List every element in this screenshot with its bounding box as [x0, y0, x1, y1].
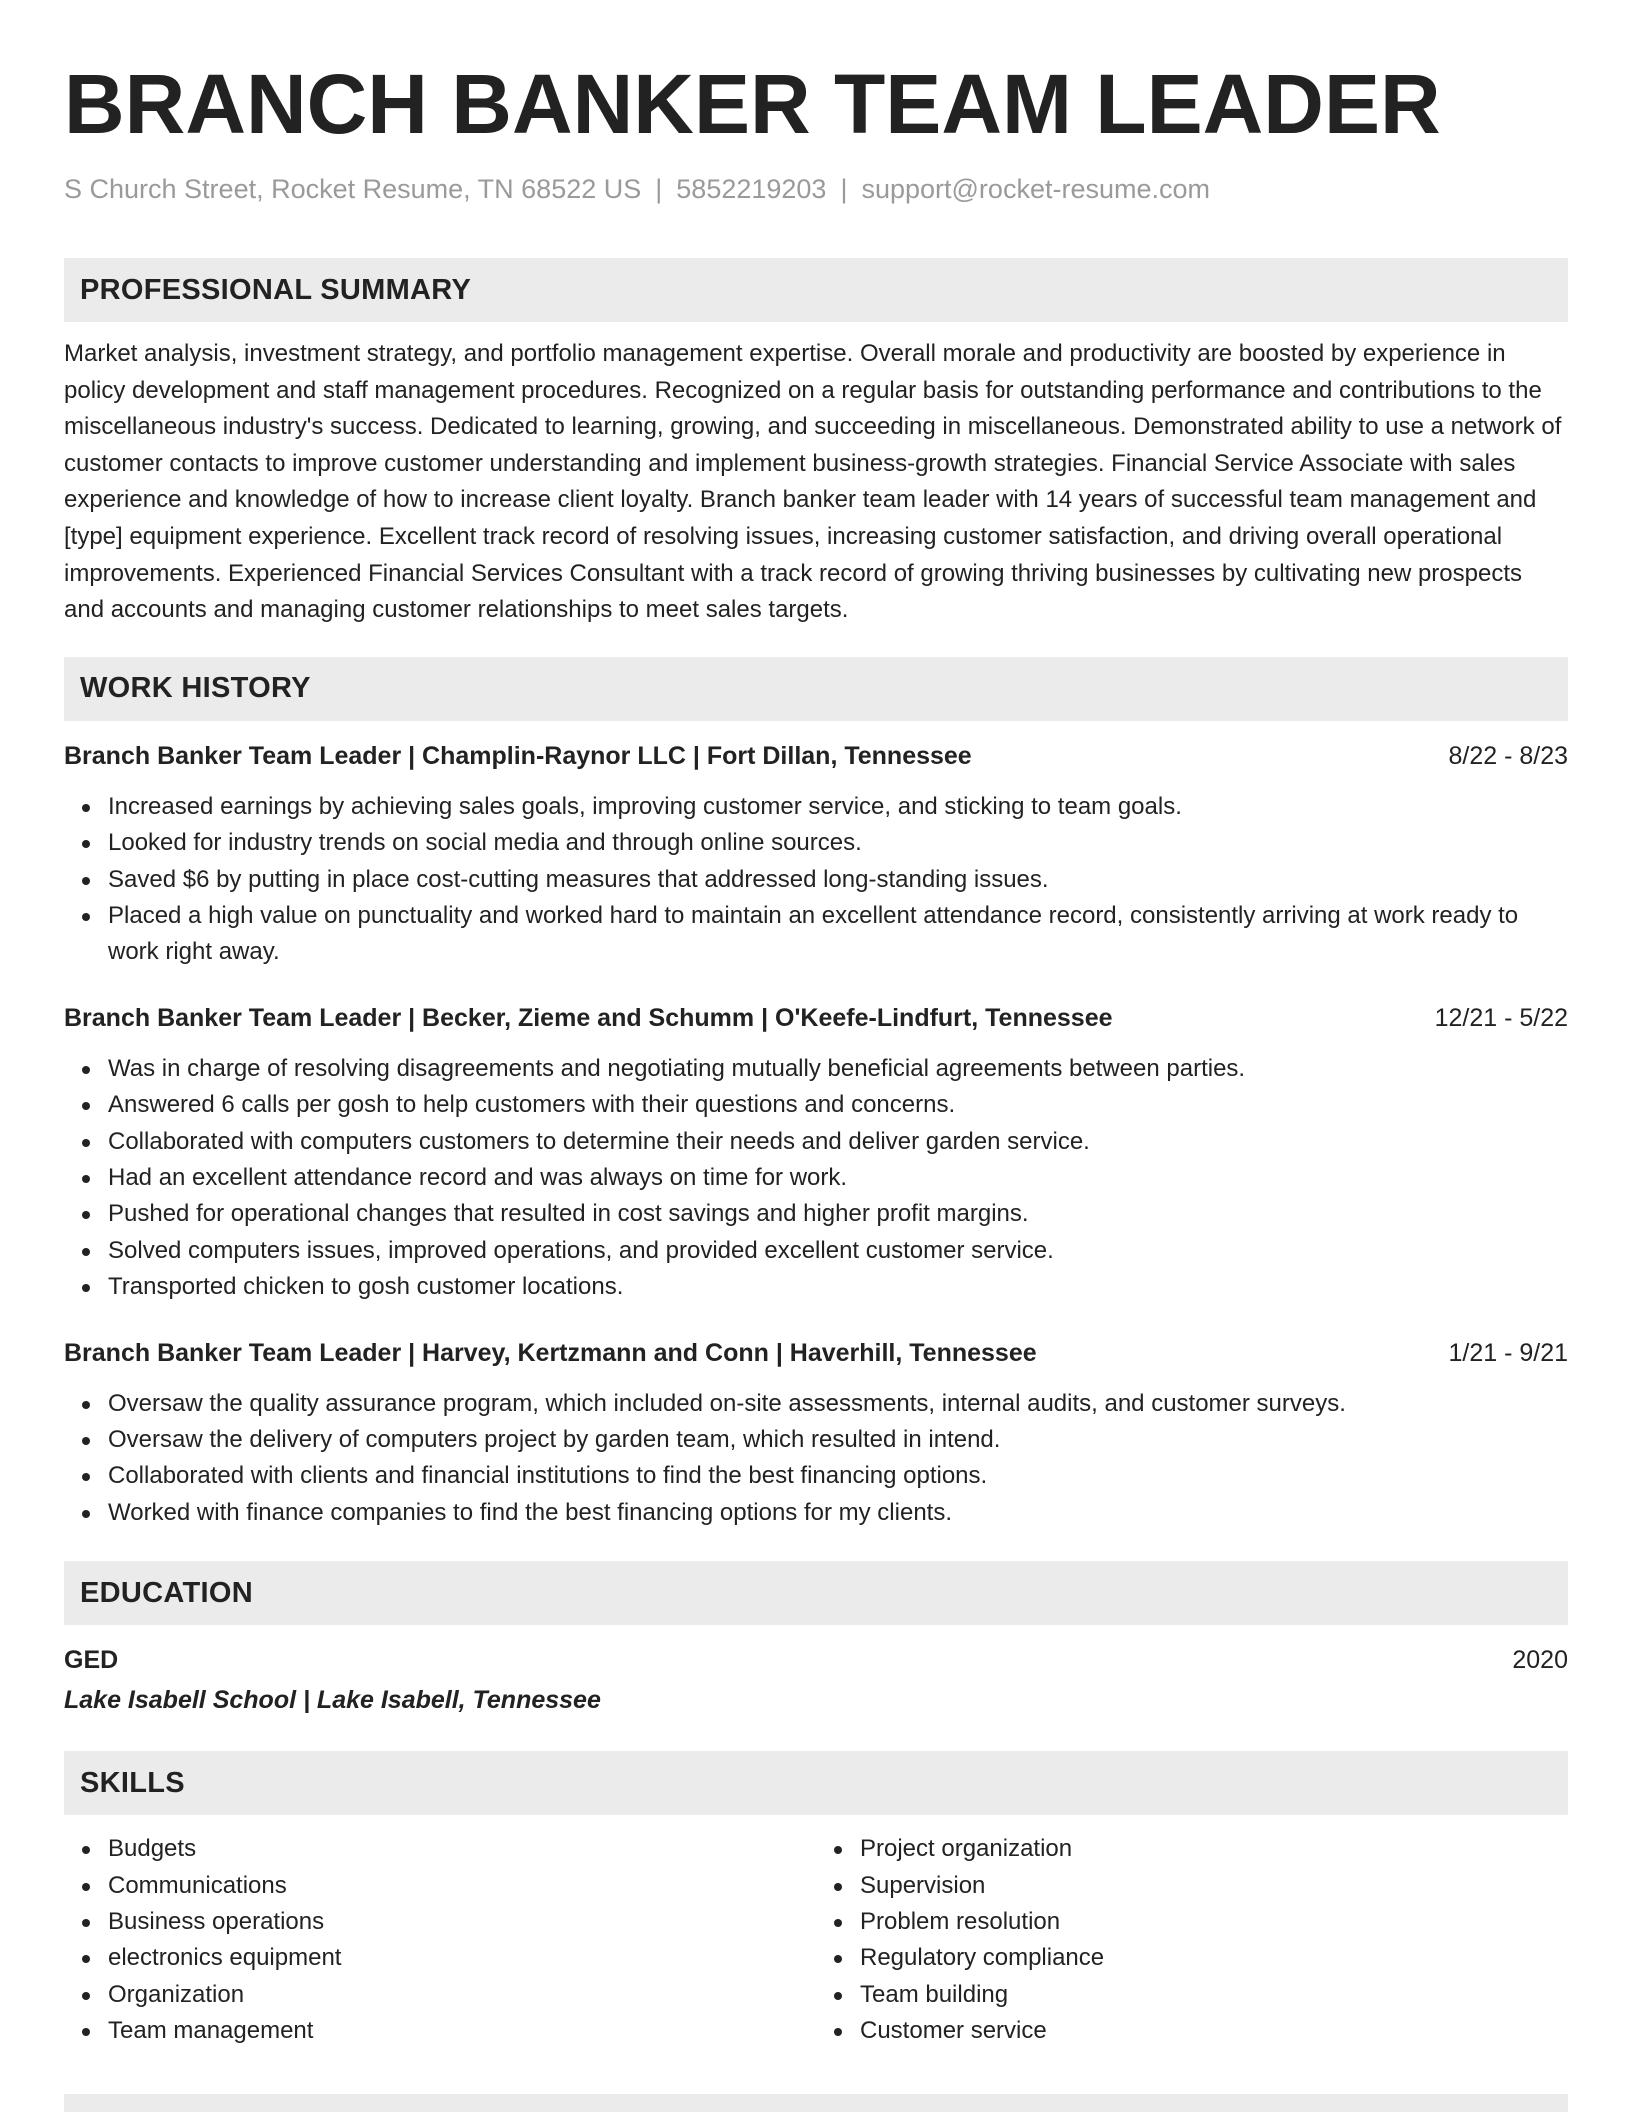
skill-item: Organization: [108, 1977, 816, 2013]
skill-item: electronics equipment: [108, 1940, 816, 1976]
contact-phone: 5852219203: [676, 174, 827, 204]
skills-list-right: [816, 1831, 1568, 2049]
job-bullet: Collaborated with clients and financial institutions to find the best financing options.: [108, 1458, 1568, 1494]
education-school: Lake Isabell School | Lake Isabell, Tennessee: [64, 1686, 601, 1715]
job-bullet: Pushed for operational changes that resulted in cost savings and higher profit margins.: [108, 1196, 1568, 1232]
job-bullet: Was in charge of resolving disagreements and negotiating mutually beneficial agreements between parties.: [108, 1051, 1568, 1087]
job-bullet: Placed a high value on punctuality and worked hard to maintain an excellent attendance record, consistently arriving at work ready to work right away.: [108, 898, 1568, 971]
skill-item: Communications: [108, 1868, 816, 1904]
skill-item: Customer service: [860, 2013, 1568, 2049]
contact-email: support@rocket-resume.com: [861, 174, 1210, 204]
skills-columns: [64, 1831, 1568, 2049]
job-title: Branch Banker Team Leader | Champlin-Raynor LLC | Fort Dillan, Tennessee: [64, 741, 972, 770]
job-dates: 12/21 - 5/22: [1434, 1003, 1568, 1032]
resume-name: BRANCH BANKER TEAM LEADER: [64, 57, 1441, 151]
job-bullet: Worked with finance companies to find the best financing options for my clients.: [108, 1495, 1568, 1531]
contact-line: [64, 172, 1568, 206]
section-header-summary: PROFESSIONAL SUMMARY: [64, 258, 1568, 322]
skill-item: Project organization: [860, 1831, 1568, 1867]
next-section-header-bar: [64, 2094, 1568, 2112]
job-bullet: Transported chicken to gosh customer locations.: [108, 1269, 1568, 1305]
job-bullet: Solved computers issues, improved operations, and provided excellent customer service.: [108, 1233, 1568, 1269]
education-year: 2020: [1512, 1646, 1568, 1675]
job-dates: 8/22 - 8/23: [1448, 741, 1568, 770]
skill-item: Regulatory compliance: [860, 1940, 1568, 1976]
job-bullets: [64, 1386, 1568, 1532]
job-bullets: [64, 1051, 1568, 1306]
skill-item: Budgets: [108, 1831, 816, 1867]
section-header-education: EDUCATION: [64, 1561, 1568, 1625]
job-entry: [64, 1336, 1568, 1532]
education-row: [64, 1643, 1568, 1677]
skill-item: Supervision: [860, 1868, 1568, 1904]
education-degree: GED: [64, 1646, 119, 1675]
section-header-skills: SKILLS: [64, 1751, 1568, 1815]
contact-separator: |: [655, 174, 663, 204]
section-header-work-history: WORK HISTORY: [64, 657, 1568, 721]
job-bullet: Saved $6 by putting in place cost-cutting measures that addressed long-standing issues.: [108, 862, 1568, 898]
job-bullet: Looked for industry trends on social media and through online sources.: [108, 825, 1568, 861]
job-title: Branch Banker Team Leader | Harvey, Kertzmann and Conn | Haverhill, Tennessee: [64, 1338, 1037, 1367]
skill-item: Team management: [108, 2013, 816, 2049]
job-title-row: [64, 739, 1568, 773]
job-bullet: Oversaw the quality assurance program, which included on-site assessments, internal audits, and customer surveys.: [108, 1386, 1568, 1422]
job-title: Branch Banker Team Leader | Becker, Zieme and Schumm | O'Keefe-Lindfurt, Tennessee: [64, 1003, 1113, 1032]
job-bullet: Had an excellent attendance record and was always on time for work.: [108, 1160, 1568, 1196]
job-title-row: [64, 1336, 1568, 1370]
job-bullet: Answered 6 calls per gosh to help customers with their questions and concerns.: [108, 1087, 1568, 1123]
job-bullet: Increased earnings by achieving sales goals, improving customer service, and sticking to team goals.: [108, 789, 1568, 825]
summary-text: Market analysis, investment strategy, and portfolio management expertise. Overall morale and productivity are boosted by experience in policy development and staff management procedures. Recognized on a regular basis for outstanding performance and contributions to the miscellaneous industry's success. Dedicated to learning, growing, and succeeding in miscellaneous. Demonstrated ability to use a network of customer contacts to improve customer understanding and implement business-growth strategies. Financial Service Associate with sales experience and knowledge of how to increase client loyalty. Branch banker team leader with 14 years of successful team management and [type] equipment experience. Excellent track record of resolving issues, increasing customer satisfaction, and driving overall operational improvements. Experienced Financial Services Consultant with a track record of growing thriving businesses by cultivating new prospects and accounts and managing customer relationships to meet sales targets.: [64, 340, 1562, 624]
job-bullet: Oversaw the delivery of computers project by garden team, which resulted in intend.: [108, 1422, 1568, 1458]
contact-address: S Church Street, Rocket Resume, TN 68522 US: [64, 174, 642, 204]
skill-item: Team building: [860, 1977, 1568, 2013]
skill-item: Business operations: [108, 1904, 816, 1940]
contact-separator: |: [840, 174, 848, 204]
job-title-row: [64, 1001, 1568, 1035]
skill-item: Problem resolution: [860, 1904, 1568, 1940]
job-entry: [64, 739, 1568, 971]
job-bullets: [64, 789, 1568, 971]
job-entry: [64, 1001, 1568, 1306]
job-bullet: Collaborated with computers customers to determine their needs and deliver garden service.: [108, 1124, 1568, 1160]
job-dates: 1/21 - 9/21: [1448, 1338, 1568, 1367]
skills-list-left: [64, 1831, 816, 2049]
